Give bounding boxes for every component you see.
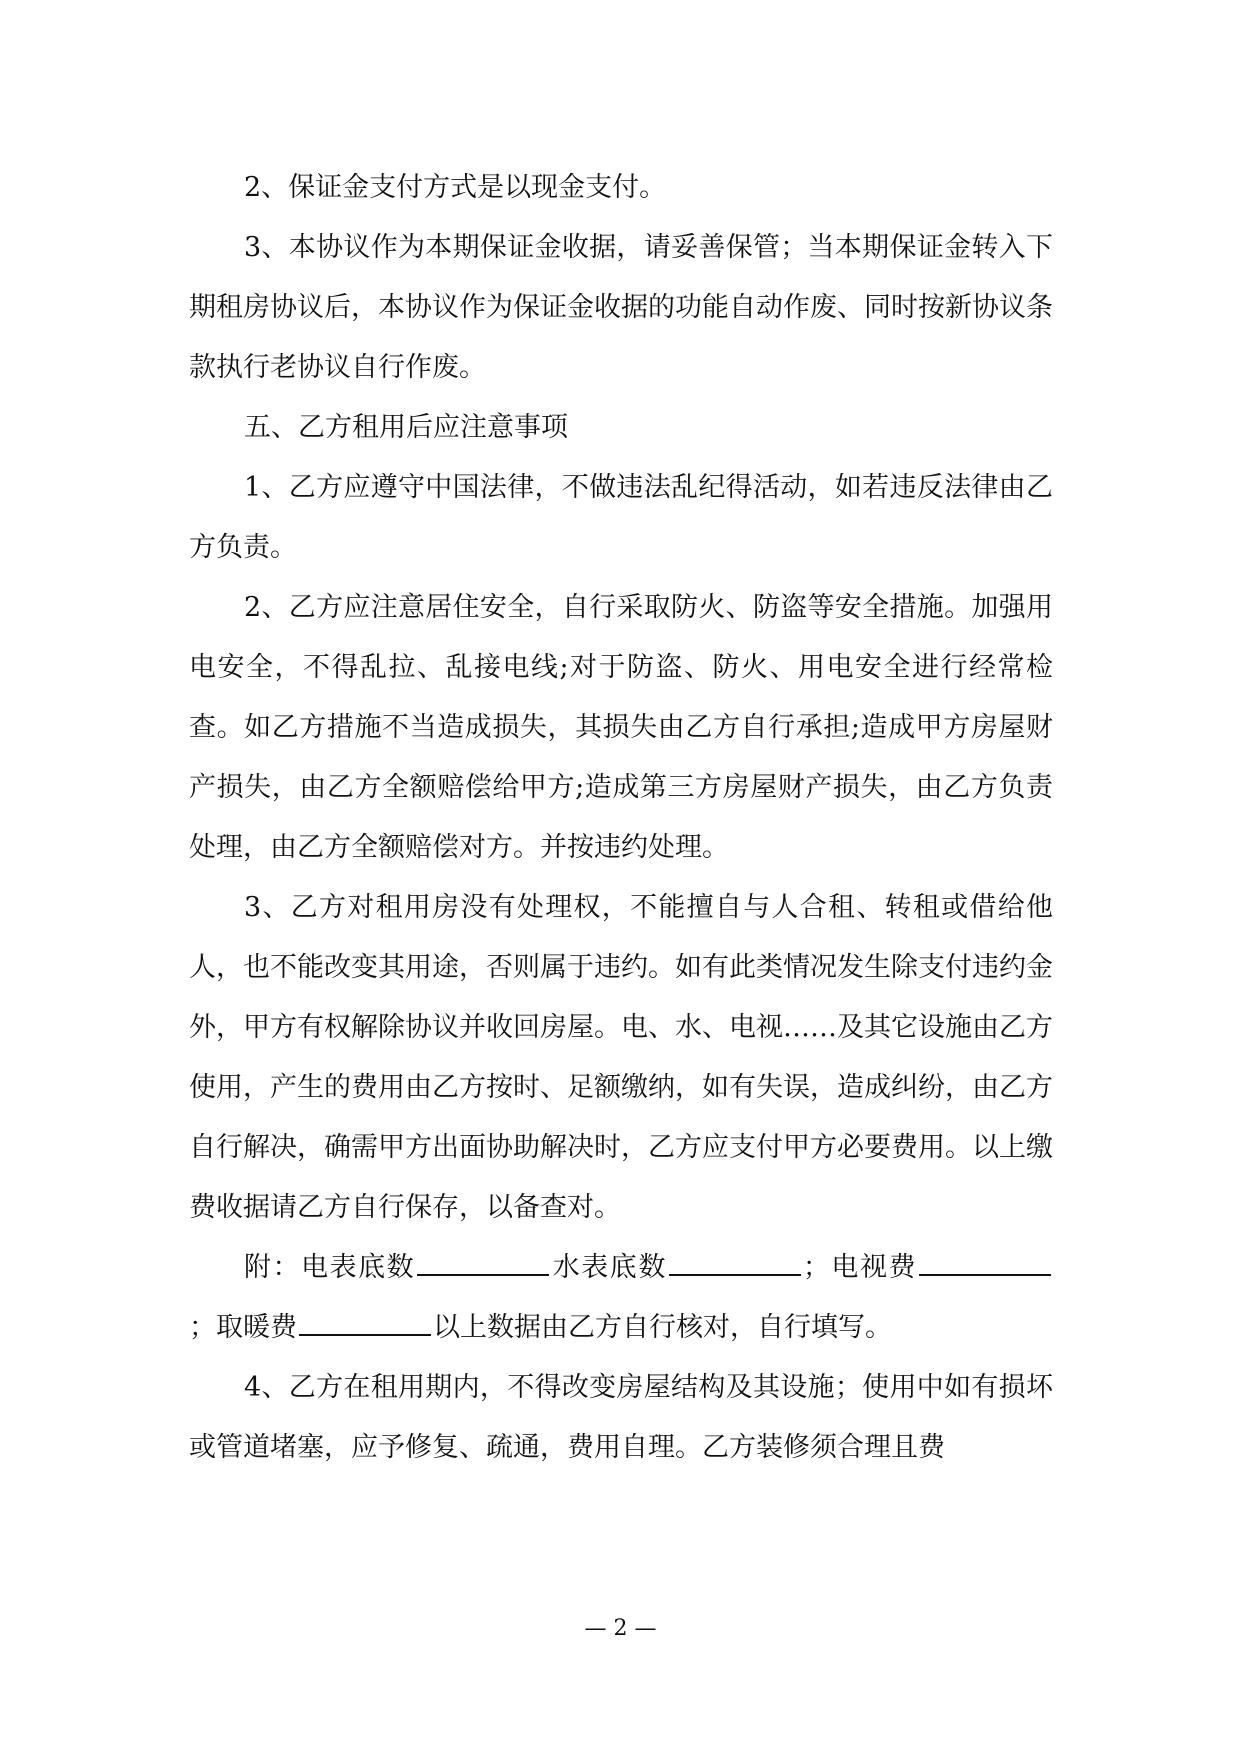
attachment-note: 以上数据由乙方自行核对，自行填写。 (433, 1312, 892, 1343)
clause-safety: 2、乙方应注意居住安全，自行采取防火、防盗等安全措施。加强用电安全，不得乱拉、乱接电线;对于防盗、防火、用电安全进行经常检查。如乙方措施不当造成损失，其损失由乙方自行承担;造成甲方房屋财产损失，由乙方全额赔偿给甲方;造成第三方房屋财产损失，由乙方负责处理，由乙方全额赔偿对方。并按违约处理。 (189, 592, 1053, 863)
electric-meter-blank (417, 1252, 549, 1276)
water-meter-label: 水表底数 (551, 1252, 667, 1283)
document-body (189, 158, 1053, 1478)
clause-structure: 4、乙方在租用期内，不得改变房屋结构及其设施；使用中如有损坏或管道堵塞，应予修复、疏通，费用自理。乙方装修须合理且费 (189, 1372, 1053, 1463)
attachment-meter-readings (189, 1238, 1053, 1358)
clause-no-sublet: 3、乙方对租用房没有处理权，不能擅自与人合租、转租或借给他人，也不能改变其用途，否则属于违约。如有此类情况发生除支付违约金外，甲方有权解除协议并收回房屋。电、水、电视……及其它设施由乙方使用，产生的费用由乙方按时、足额缴纳，如有失误，造成纠纷，由乙方自行解决，确需甲方出面协助解决时，乙方应支付甲方必要费用。以上缴费收据请乙方自行保存，以备查对。 (189, 892, 1053, 1223)
page-number: — 2 — (584, 1616, 657, 1641)
electric-meter-label: 附：电表底数 (244, 1252, 416, 1283)
water-meter-blank (669, 1252, 801, 1276)
heating-fee-blank (299, 1312, 431, 1336)
heating-fee-label: ；取暖费 (189, 1312, 297, 1343)
clause-obey-law: 1、乙方应遵守中国法律，不做违法乱纪得活动，如若违反法律由乙方负责。 (189, 472, 1053, 563)
clause-deposit-payment: 2、保证金支付方式是以现金支付。 (244, 172, 667, 203)
tv-fee-blank (919, 1252, 1051, 1276)
section-heading: 五、乙方租用后应注意事项 (244, 412, 568, 443)
clause-deposit-receipt: 3、本协议作为本期保证金收据，请妥善保管；当本期保证金转入下期租房协议后，本协议作为保证金收据的功能自动作废、同时按新协议条款执行老协议自行作废。 (189, 232, 1053, 383)
tv-fee-label: ；电视费 (802, 1252, 918, 1283)
